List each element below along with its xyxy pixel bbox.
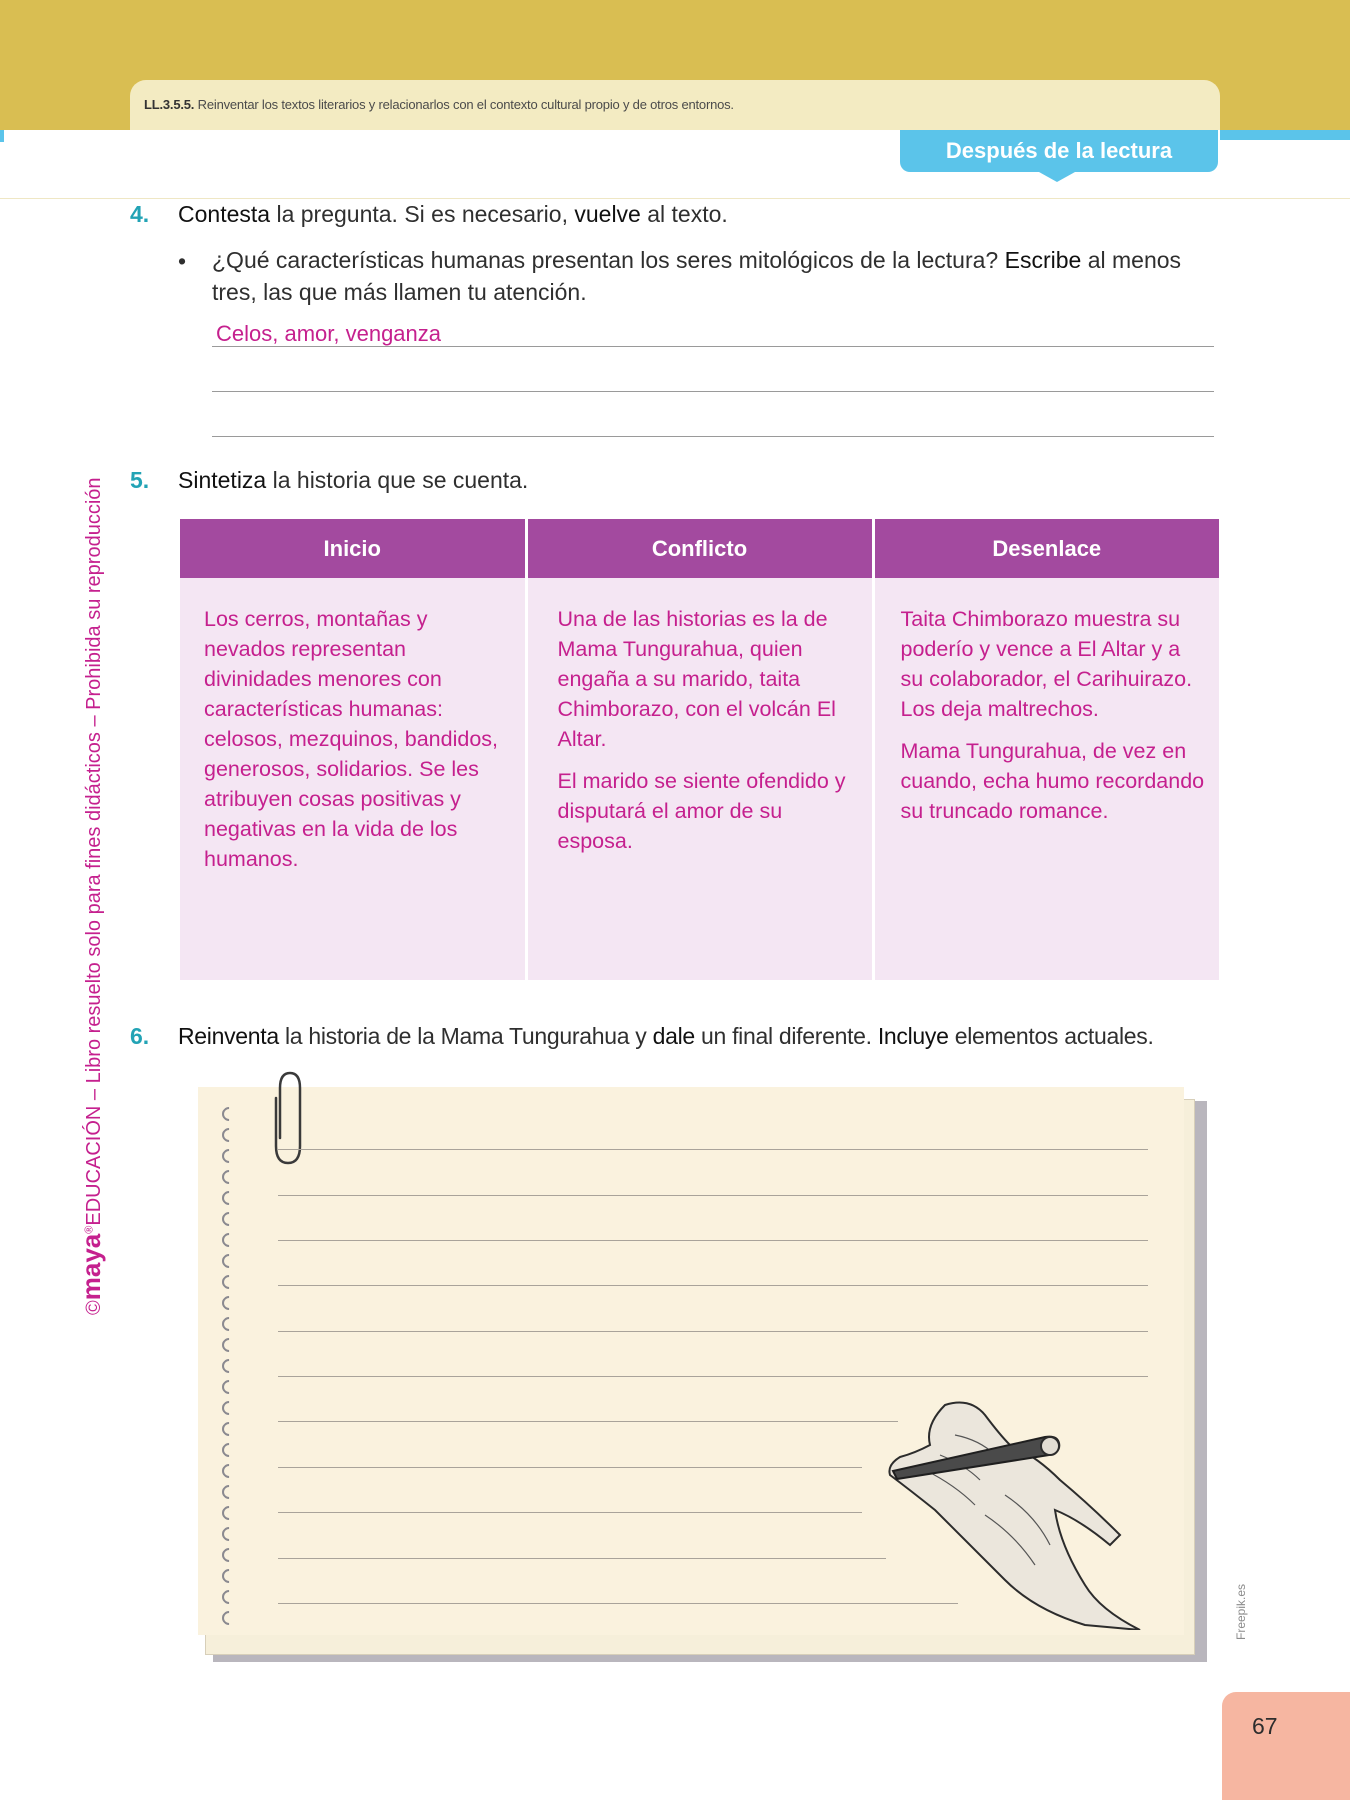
page-number-badge (1222, 1692, 1350, 1800)
copyright-symbol: © (83, 1300, 105, 1315)
writing-line (278, 1558, 886, 1559)
writing-line (278, 1467, 862, 1468)
writing-line (278, 1376, 1148, 1377)
q4-prompt-a: ¿Qué características humanas presentan los seres mitológicos de la lectura? (212, 247, 1005, 273)
q6-text-2: un final diferente. (694, 1023, 878, 1049)
cell-inicio (180, 578, 526, 980)
column-header-desenlace: Desenlace (873, 519, 1219, 578)
table-row (180, 578, 1219, 980)
q6-verb-incluye: Incluye (877, 1023, 949, 1049)
question-5-instruction (178, 467, 528, 494)
brand-logo-text: maya (76, 1233, 106, 1301)
answer-line (212, 436, 1214, 437)
table-header-row (180, 519, 1219, 578)
q4-verb-contesta: Contesta (178, 201, 271, 227)
answer-line (212, 346, 1214, 347)
writing-line (278, 1331, 1148, 1332)
column-header-inicio: Inicio (180, 519, 526, 578)
synthesis-table (180, 519, 1219, 980)
answer-line (212, 391, 1214, 392)
question-4-answer: Celos, amor, venganza (216, 321, 442, 346)
skill-code: LL.3.5.5. (144, 97, 195, 112)
question-4-number: 4. (130, 201, 150, 227)
skill-statement (144, 97, 734, 112)
q4-text-1: la pregunta. Si es necesario, (270, 201, 575, 227)
header-blue-edge (0, 130, 4, 142)
hand-writing-illustration (885, 1395, 1165, 1630)
question-6-instruction (178, 1023, 1154, 1050)
page-number: 67 (1252, 1713, 1278, 1739)
cell-conflicto (526, 578, 873, 980)
question-4-instruction (178, 201, 728, 228)
q4-verb-vuelve: vuelve (574, 201, 641, 227)
writing-line (278, 1240, 1148, 1241)
header-rule (0, 198, 1350, 199)
image-credit: Freepik.es (1234, 1583, 1248, 1640)
column-header-conflicto: Conflicto (526, 519, 873, 578)
writing-line (278, 1149, 1148, 1150)
q5-verb-sintetiza: Sintetiza (178, 467, 267, 493)
registered-mark: ® (83, 1225, 96, 1234)
question-6-number: 6. (130, 1023, 150, 1049)
writing-line (278, 1421, 898, 1422)
bullet: • (178, 248, 187, 274)
q4-prompt-b: al menos (1081, 247, 1182, 273)
cell-paragraph: Taita Chimborazo muestra su poderío y vence a El Altar y a su colaborador, el Carihuirazo. Los deja maltrechos. (900, 607, 1193, 721)
cell-desenlace (873, 578, 1219, 980)
section-tab-notch (1039, 172, 1075, 182)
cell-paragraph: Mama Tungurahua, de vez en cuando, echa humo recordando su truncado romance. (900, 739, 1205, 823)
cell-paragraph: Los cerros, montañas y nevados representan divinidades menores con características humanas: celosos, mezquinos, bandidos, generosos, solidarios. Se les atribuyen cosas positivas y negativas en la vida de los humanos. (204, 607, 499, 871)
q6-text-1: la historia de la Mama Tungurahua y (278, 1023, 653, 1049)
copyright-text: EDUCACIÓN – Libro resuelto solo para fines didácticos – Prohibida su reproducción (83, 477, 105, 1226)
question-4-prompt-line-1 (212, 247, 1181, 274)
writing-line (278, 1603, 958, 1604)
skill-description: Reinventar los textos literarios y relacionarlos con el contexto cultural propio y de otros entornos. (197, 97, 734, 112)
q6-text-3: elementos actuales. (948, 1023, 1154, 1049)
q6-verb-dale: dale (652, 1023, 695, 1049)
q4-verb-escribe: Escribe (1004, 247, 1082, 273)
copyright-side-note (76, 477, 107, 1315)
writing-line (278, 1195, 1148, 1196)
writing-line (278, 1285, 1148, 1286)
cell-paragraph: El marido se siente ofendido y disputará el amor de su esposa. (557, 769, 846, 853)
q5-text: la historia que se cuenta. (266, 467, 529, 493)
paper-clip-icon (270, 1068, 310, 1168)
writing-line (278, 1512, 862, 1513)
q4-text-2: al texto. (640, 201, 728, 227)
cell-paragraph: Una de las historias es la de Mama Tungurahua, quien engaña a su marido, taita Chimborazo, con el volcán El Altar. (557, 607, 836, 751)
question-4-prompt-line-2: tres, las que más llamen tu atención. (212, 279, 587, 305)
question-5-number: 5. (130, 467, 150, 493)
section-tab: Después de la lectura (900, 130, 1218, 172)
q6-verb-reinventa: Reinventa (178, 1023, 279, 1049)
